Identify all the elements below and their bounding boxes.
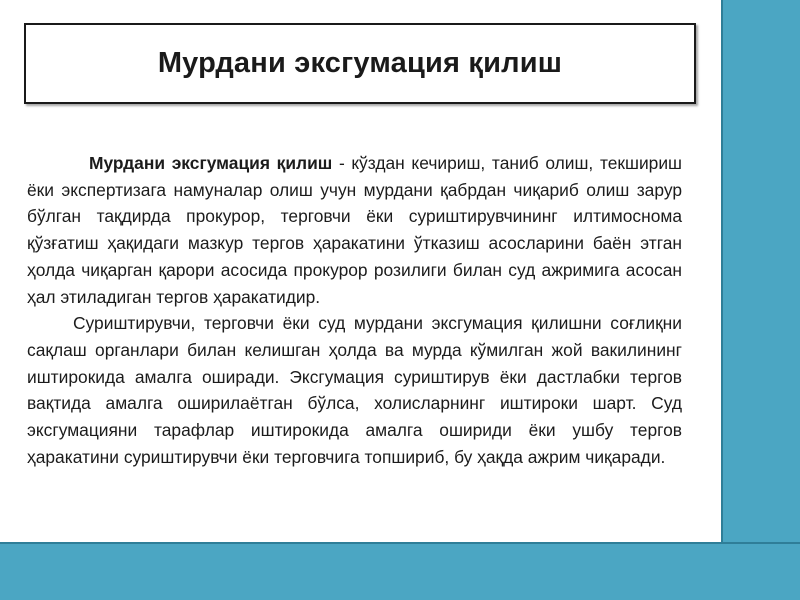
definition-term: Мурдани эксгумация қилиш xyxy=(89,153,333,173)
slide-body xyxy=(27,150,682,470)
slide-title: Мурдани эксгумация қилиш xyxy=(157,47,563,79)
definition-text: - кўздан кечириш, таниб олиш, текшириш ёки экспертизага намуналар олиш учун мурдани қабрдан чиқариб олиш зарур бўлган тақдирда прокурор, терговчи ёки суриштирувчининг илтимоснома қўзғатиш ҳақидаги мазкур тергов ҳаракатини ўтказиш асосларини баён этган ҳолда чиқарган қарори асосида прокурор розилиги билан суд ажримига асосан ҳал этиладиган тергов ҳаракатидир. xyxy=(27,153,682,307)
paragraph-definition xyxy=(27,150,682,310)
paragraph-procedure: Суриштирувчи, терговчи ёки суд мурдани эксгумация қилишни соғлиқни сақлаш органлари билан келишган ҳолда ва мурда кўмилган жой вакилининг иштирокида амалга оширади. Эксгумация суриштирув ёки дастлабки тергов вақтида амалга оширилаётган бўлса, холисларнинг иштироки шарт. Суд эксгумацияни тарафлар иштирокида амалга ошириди ёки ушбу тергов ҳаракатини суриштирувчи ёки терговчига топшириб, бу ҳақда ажрим чиқаради. xyxy=(27,313,682,467)
title-box xyxy=(24,23,696,104)
bottom-accent-bar xyxy=(0,542,800,600)
right-accent-bar xyxy=(721,0,800,545)
